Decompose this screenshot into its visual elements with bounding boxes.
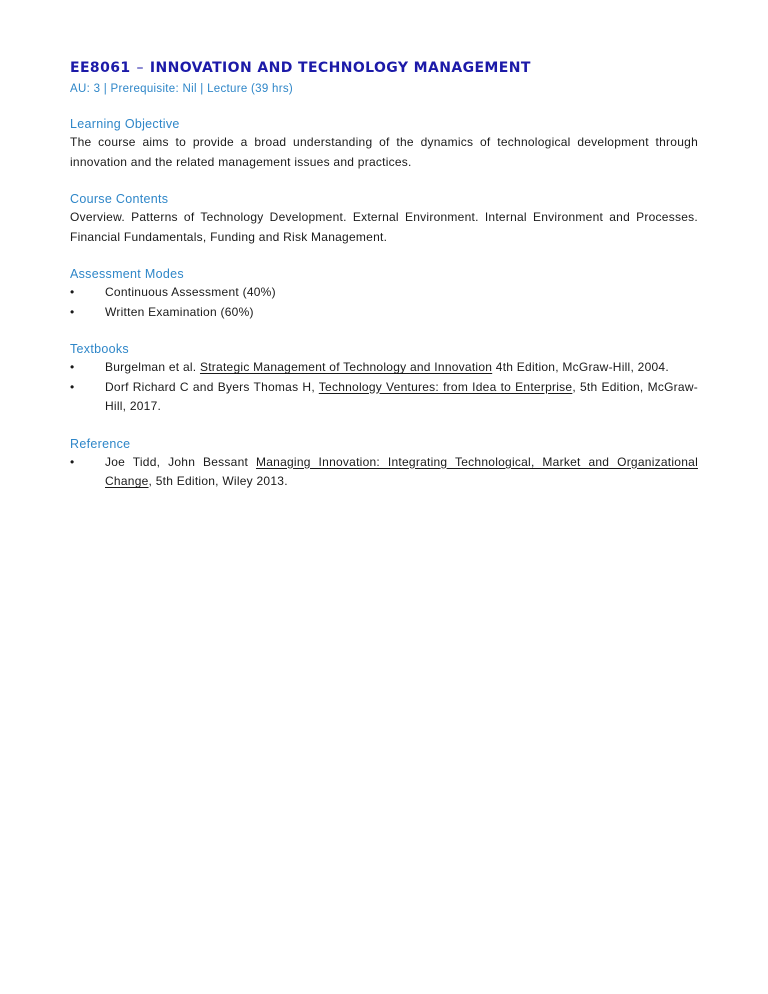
- list-item: [70, 303, 698, 323]
- learning-objective-heading: Learning Objective: [70, 117, 180, 131]
- list-item: [70, 453, 698, 492]
- textbook-author: Dorf Richard C and Byers Thomas H,: [105, 379, 319, 394]
- textbooks-list: [70, 358, 698, 417]
- reference-edition: , 5th Edition, Wiley 2013.: [148, 474, 288, 488]
- bullet-icon: •: [70, 285, 75, 299]
- textbook-title: Strategic Management of Technology and Innovation: [199, 360, 493, 374]
- textbooks-heading: Textbooks: [70, 342, 129, 356]
- list-item: [70, 358, 698, 378]
- assessment-modes-heading: Assessment Modes: [70, 267, 184, 281]
- course-contents-heading: Course Contents: [70, 192, 169, 206]
- course-name: INNOVATION AND TECHNOLOGY MANAGEMENT: [149, 60, 531, 76]
- reference-author: Joe Tidd, John Bessant: [105, 454, 256, 469]
- learning-objective-text: The course aims to provide a broad understanding of the dynamics of technological development through innovation and the related management issues and practices.: [70, 135, 698, 169]
- course-contents-text: Overview. Patterns of Technology Development. External Environment. Internal Environment and Processes. Financial Fundamentals, Funding and Risk Management.: [70, 210, 698, 244]
- course-title: [70, 58, 698, 78]
- bullet-icon: •: [70, 454, 75, 469]
- reference-title: Managing Innovation: Integrating Technological, Market and Organizational Change: [105, 454, 698, 488]
- textbook-title: Technology Ventures: from Idea to Enterprise: [318, 379, 573, 394]
- course-code: EE8061: [70, 60, 131, 76]
- bullet-icon: •: [70, 379, 75, 394]
- assessment-modes-list: [70, 283, 698, 322]
- textbook-edition: , 5th Edition, McGraw-Hill, 2017.: [105, 379, 698, 413]
- reference-heading: Reference: [70, 436, 131, 451]
- course-document: [70, 58, 698, 492]
- course-meta: AU: 3 | Prerequisite: Nil | Lecture (39 hrs): [70, 83, 294, 95]
- assessment-item-text: Continuous Assessment (40%): [105, 285, 276, 299]
- bullet-icon: •: [70, 304, 75, 319]
- reference-list: [70, 453, 698, 492]
- list-item: [70, 378, 698, 417]
- textbook-author: Burgelman et al.: [105, 360, 200, 374]
- title-separator: –: [136, 60, 144, 76]
- list-item: [70, 283, 698, 303]
- bullet-icon: •: [70, 360, 75, 374]
- textbook-edition: 4th Edition, McGraw-Hill, 2004.: [492, 360, 669, 374]
- assessment-item-text: Written Examination (60%): [105, 304, 254, 319]
